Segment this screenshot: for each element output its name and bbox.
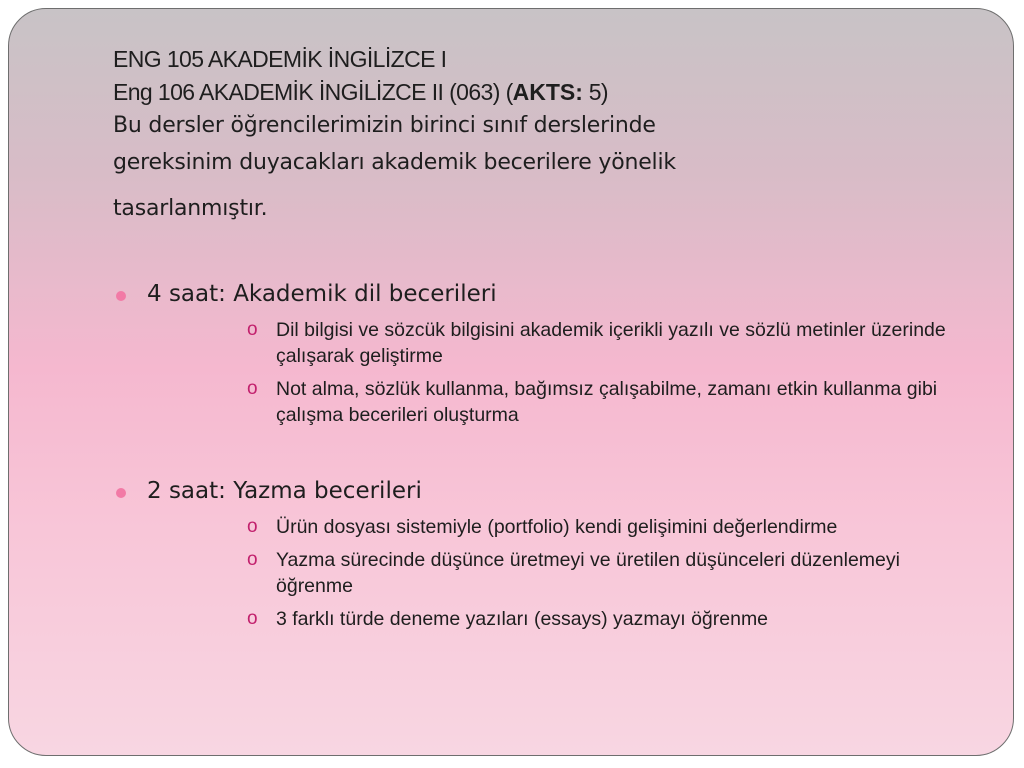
description-line-2: gereksinim duyacakları akademik becerilere yönelik bbox=[113, 150, 676, 175]
circle-bullet-icon: o bbox=[247, 549, 258, 570]
bullet-dot-icon bbox=[116, 291, 126, 301]
sub-list bbox=[247, 514, 993, 632]
sub-item-text: Not alma, sözlük kullanma, bağımsız çalışabilme, zamanı etkin kullanma gibi çalışma becerileri oluşturma bbox=[276, 378, 938, 426]
bullet-item bbox=[113, 476, 993, 506]
sub-list-item bbox=[247, 606, 976, 632]
bullet-dot-icon bbox=[116, 488, 126, 498]
section-writing bbox=[113, 476, 993, 639]
sub-list-item bbox=[247, 317, 976, 369]
circle-bullet-icon: o bbox=[247, 516, 258, 537]
description-line-1: Bu dersler öğrencilerimizin birinci sınıf derslerinde bbox=[113, 113, 656, 138]
sub-item-text: Yazma sürecinde düşünce üretmeyi ve üretilen düşünceleri düzenlemeyi öğrenme bbox=[276, 549, 900, 597]
sub-item-text: 3 farklı türde deneme yazıları (essays) yazmayı öğrenme bbox=[276, 608, 769, 630]
bullet-item bbox=[113, 279, 993, 309]
description-line-3: tasarlanmıştır. bbox=[113, 196, 268, 221]
sub-list-item bbox=[247, 514, 976, 540]
slide-title-block bbox=[113, 43, 973, 227]
sub-item-text: Dil bilgisi ve sözcük bilgisini akademik içerikli yazılı ve sözlü metinler üzerinde çalışarak geliştirme bbox=[276, 319, 946, 367]
section-heading: 2 saat: Yazma becerileri bbox=[147, 478, 422, 504]
circle-bullet-icon: o bbox=[247, 378, 258, 399]
slide bbox=[8, 8, 1014, 756]
sub-list-item bbox=[247, 547, 976, 599]
circle-bullet-icon: o bbox=[247, 608, 258, 629]
circle-bullet-icon: o bbox=[247, 319, 258, 340]
akts-label: AKTS: bbox=[512, 79, 583, 105]
section-academic-language bbox=[113, 279, 993, 435]
sub-item-text: Ürün dosyası sistemiyle (portfolio) kendi gelişimini değerlendirme bbox=[276, 516, 838, 538]
course-title-2 bbox=[113, 76, 973, 109]
sub-list bbox=[247, 317, 993, 428]
course-title-2-prefix: Eng 106 AKADEMİK İNGİLİZCE II (063) ( bbox=[113, 79, 513, 105]
sub-list-item bbox=[247, 376, 976, 428]
course-description bbox=[113, 107, 973, 227]
course-title-2-suffix: 5) bbox=[582, 79, 608, 105]
course-title-1: ENG 105 AKADEMİK İNGİLİZCE I bbox=[113, 46, 447, 72]
section-heading: 4 saat: Akademik dil becerileri bbox=[147, 281, 497, 307]
